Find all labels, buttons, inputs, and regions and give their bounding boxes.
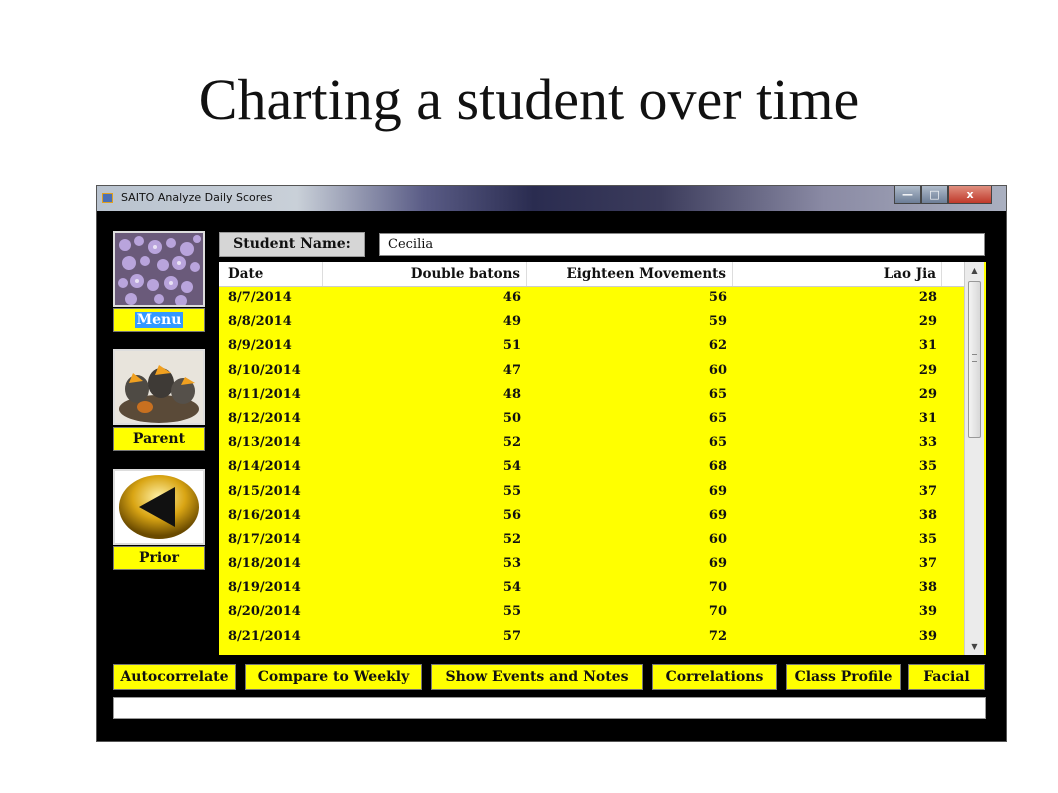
double-batons-cell: 51	[502, 338, 521, 354]
double-batons-cell: 52	[502, 531, 521, 547]
parent-nest-image[interactable]	[113, 349, 205, 425]
student-name-label: Student Name:	[219, 232, 365, 257]
table-row[interactable]	[219, 383, 964, 407]
double-batons-cell: 48	[502, 386, 521, 402]
double-batons-cell: 54	[502, 580, 521, 596]
date-cell: 8/19/2014	[228, 580, 301, 596]
table-row[interactable]	[219, 528, 964, 552]
prior-button[interactable]: Prior	[113, 546, 205, 570]
grip-icon	[972, 354, 977, 362]
lao-jia-cell: 31	[918, 338, 937, 354]
date-cell: 8/10/2014	[228, 362, 301, 378]
date-cell: 8/20/2014	[228, 604, 301, 620]
eighteen-movements-cell: 62	[708, 338, 727, 354]
status-field[interactable]	[113, 697, 986, 719]
lao-jia-cell: 33	[918, 435, 937, 451]
window-title: SAITO Analyze Daily Scores	[121, 191, 273, 204]
grid-header	[219, 262, 964, 287]
lao-jia-cell: 37	[918, 483, 937, 499]
double-batons-cell: 49	[502, 314, 521, 330]
column-header-lao-jia[interactable]: Lao Jia	[733, 262, 942, 286]
date-cell: 8/17/2014	[228, 531, 301, 547]
table-row[interactable]	[219, 286, 964, 310]
eighteen-movements-cell: 68	[708, 459, 727, 475]
eighteen-movements-cell: 72	[708, 628, 727, 644]
eighteen-movements-cell: 59	[708, 314, 727, 330]
table-row[interactable]	[219, 576, 964, 600]
close-button[interactable]: x	[948, 186, 992, 204]
date-cell: 8/13/2014	[228, 435, 301, 451]
class-profile-button[interactable]: Class Profile	[786, 664, 901, 690]
column-header-eighteen-movements[interactable]: Eighteen Movements	[527, 262, 733, 286]
facial-button[interactable]: Facial	[908, 664, 985, 690]
autocorrelate-button[interactable]: Autocorrelate	[113, 664, 236, 690]
eighteen-movements-cell: 69	[708, 483, 727, 499]
eighteen-movements-cell: 56	[708, 290, 727, 305]
eighteen-movements-cell: 65	[708, 386, 727, 402]
eighteen-movements-cell: 60	[708, 362, 727, 378]
table-row[interactable]	[219, 552, 964, 576]
lao-jia-cell: 31	[918, 410, 937, 426]
date-cell: 8/12/2014	[228, 410, 301, 426]
lao-jia-cell: 29	[918, 362, 937, 378]
lao-jia-cell: 29	[918, 314, 937, 330]
baby-birds-icon	[115, 351, 203, 423]
double-batons-cell: 54	[502, 459, 521, 475]
eighteen-movements-cell: 69	[708, 556, 727, 572]
maximize-button[interactable]: □	[921, 186, 948, 204]
prior-arrow-image[interactable]	[113, 469, 205, 545]
column-header-double-batons[interactable]: Double batons	[323, 262, 527, 286]
double-batons-cell: 55	[502, 604, 521, 620]
date-cell: 8/7/2014	[228, 290, 292, 305]
table-row[interactable]	[219, 407, 964, 431]
compare-to-weekly-button[interactable]: Compare to Weekly	[245, 664, 422, 690]
double-batons-cell: 57	[502, 628, 521, 644]
table-row[interactable]	[219, 334, 964, 358]
double-batons-cell: 50	[502, 410, 521, 426]
table-row[interactable]	[219, 480, 964, 504]
eighteen-movements-cell: 70	[708, 580, 727, 596]
scroll-thumb[interactable]	[968, 281, 981, 438]
table-row[interactable]	[219, 504, 964, 528]
date-cell: 8/8/2014	[228, 314, 292, 330]
eighteen-movements-cell: 65	[708, 435, 727, 451]
column-header-date[interactable]: Date	[219, 262, 323, 286]
parent-button[interactable]: Parent	[113, 427, 205, 451]
app-window	[96, 185, 1007, 742]
lao-jia-cell: 38	[918, 580, 937, 596]
window-titlebar[interactable]	[97, 186, 1006, 211]
scroll-up-icon[interactable]: ▲	[971, 266, 978, 275]
left-arrow-icon	[115, 471, 203, 543]
date-cell: 8/18/2014	[228, 556, 301, 572]
table-row[interactable]	[219, 625, 964, 649]
lao-jia-cell: 37	[918, 556, 937, 572]
student-name-field[interactable]: Cecilia	[379, 233, 985, 256]
eighteen-movements-cell: 70	[708, 604, 727, 620]
app-icon	[102, 193, 113, 203]
double-batons-cell: 52	[502, 435, 521, 451]
menu-button-label: Menu	[136, 312, 182, 328]
date-cell: 8/9/2014	[228, 338, 292, 354]
lao-jia-cell: 39	[918, 604, 937, 620]
date-cell: 8/21/2014	[228, 628, 301, 644]
date-cell: 8/16/2014	[228, 507, 301, 523]
eighteen-movements-cell: 60	[708, 531, 727, 547]
lao-jia-cell: 38	[918, 507, 937, 523]
eighteen-movements-cell: 69	[708, 507, 727, 523]
double-batons-cell: 55	[502, 483, 521, 499]
grid-rows	[219, 286, 964, 649]
window-controls	[894, 186, 992, 204]
date-cell: 8/14/2014	[228, 459, 301, 475]
table-row[interactable]	[219, 600, 964, 624]
table-row[interactable]	[219, 310, 964, 334]
slide-title: Charting a student over time	[198, 67, 860, 132]
scores-grid[interactable]	[219, 262, 986, 655]
lao-jia-cell: 28	[918, 290, 937, 305]
show-events-and-notes-button[interactable]: Show Events and Notes	[431, 664, 643, 690]
double-batons-cell: 53	[502, 556, 521, 572]
menu-button[interactable]	[113, 308, 205, 332]
lao-jia-cell: 35	[918, 531, 937, 547]
scroll-down-icon[interactable]: ▼	[971, 642, 978, 651]
minimize-button[interactable]: —	[894, 186, 921, 204]
date-cell: 8/11/2014	[228, 386, 301, 402]
table-row[interactable]	[219, 359, 964, 383]
lao-jia-cell: 35	[918, 459, 937, 475]
double-batons-cell: 47	[502, 362, 521, 378]
eighteen-movements-cell: 65	[708, 410, 727, 426]
purple-flowers-icon	[115, 233, 203, 305]
lao-jia-cell: 39	[918, 628, 937, 644]
date-cell: 8/15/2014	[228, 483, 301, 499]
vertical-scrollbar[interactable]	[964, 262, 984, 655]
double-batons-cell: 46	[502, 290, 521, 305]
lao-jia-cell: 29	[918, 386, 937, 402]
correlations-button[interactable]: Correlations	[652, 664, 777, 690]
table-row[interactable]	[219, 455, 964, 479]
menu-flowers-image[interactable]	[113, 231, 205, 307]
table-row[interactable]	[219, 431, 964, 455]
double-batons-cell: 56	[502, 507, 521, 523]
